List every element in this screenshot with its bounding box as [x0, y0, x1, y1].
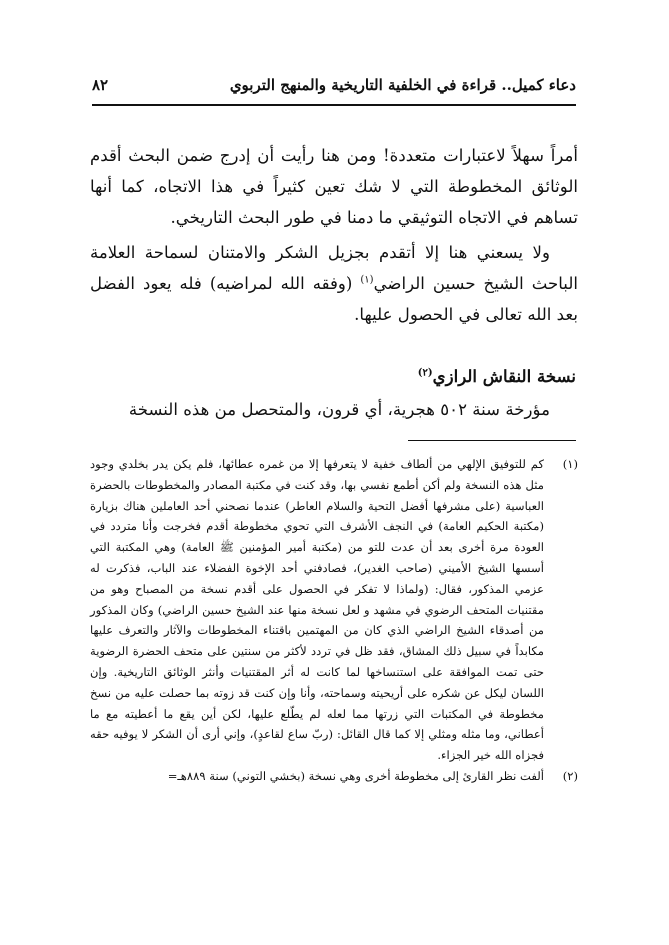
footnotes [90, 454, 578, 787]
footnote-ref-1[interactable]: (١) [360, 274, 374, 286]
page-number: ٨٢ [92, 76, 109, 94]
section-heading [92, 362, 576, 390]
body-paragraph-3: مؤرخة سنة ٥٠٢ هجرية، أي قرون، والمتحصل من هذه النسخة [128, 400, 550, 419]
body-paragraph-1: أمراً سهلاً لاعتبارات متعددة! ومن هنا رأيت أن إدرج ضمن البحث أقدم الوثائق المخطوطة التي لا شك تعين كثيراً في هذا الاتجاه، كما أنها تساهم في الاتجاه التوثيقي ما دمنا في طور البحث التاريخي. [90, 146, 578, 227]
section-heading-text: نسخة النقاش الرازي [432, 366, 576, 386]
footnote-1 [90, 454, 578, 766]
paragraph-2-text-b: (وفقه الله لمراضيه) فله يعود الفضل بعد الله تعالى في الحصول عليها. [90, 274, 578, 324]
footnote-text: كم للتوفيق الإلهي من ألطاف خفية لا يتعرفها إلا من غمره عطائها، فلم يكن يدر بخلدي وجود مثل هذه النسخة ولم أكن أطمع نفسي بها، وقد كنت في مكتبة المصادر والمخطوطات بالحضرة العباسية (على مشرفها أفضل التحية والسلام العاطر) عندما نصحني أحد العاملين هناك بزيارة (مكتبة الحكيم العامة) في النجف الأشرف التي تحوي مخطوطة أقدم فخرجت وأنا متردد في العودة مرة أخرى بعد أن عدت للتو من (مكتبة أمير المؤمنين ﷺ العامة) وهي المكتبة التي أسسها الشيخ الأميني (صاحب الغدير)، فصادفني أحد الإخوة الفضلاء عند الباب، فذكرت له عزمي المذكور، فقال: (ولماذا لا تفكر في الحصول على أقدم نسخة من المصباح وهو من مقتنيات المتحف الرضوي في مشهد و لعل نسخة منها عند الشيخ حسين الراضي) وكان المذكور من أصدقاء الشيخ الراضي الذي كان من المهتمين باقتناء المخطوطات والآثار والتعرف عليها مكابداً في سبيل ذلك المشاق، فقد ظل في تردد لأكثر من سنتين على متحف الحضرة الرضوية حتى تمت الموافقة على استنساخها لما كانت له أثر المقتنيات وأنثر الوثائق التاريخية. وإن اللسان ليكل عن شكره على أريحيته وسماحته، وأنا وإن كنت قد زوته بما حصلت عليه من نسخ مخطوطة في المكتبات التي زرتها مما لعله لم يطّلع عليها، لكن أين يقع ما أعطيته مع ما أعطاني، وما مثله ومثلي إلا كما قال القائل: (ربّ ساع لقاعدٍ)، وإني أرى أن الشكر لا يوفيه حقه فجزاه الله خير الجزاء. [90, 457, 544, 763]
body-paragraph-2 [90, 237, 578, 330]
footnote-ref-2[interactable]: (٢) [417, 367, 433, 379]
page-header [92, 70, 576, 100]
footnote-separator [408, 440, 576, 441]
footnote-text: ألفت نظر القارئ إلى مخطوطة أخرى وهي نسخة (بخشي التوني) سنة ٨٨٩هـ= [167, 768, 544, 783]
footnote-2 [90, 766, 578, 787]
header-rule [92, 104, 576, 106]
paragraph-2-text-a: ولا يسعني هنا إلا أتقدم بجزيل الشكر والامتنان لسماحة العلامة الباحث الشيخ حسين الراضي [90, 243, 578, 293]
running-title: دعاء كميل.. قراءة في الخلفية التاريخية والمنهج التربوي [229, 76, 576, 94]
footnote-number: (٢) [562, 768, 578, 783]
footnote-number: (١) [562, 457, 578, 471]
